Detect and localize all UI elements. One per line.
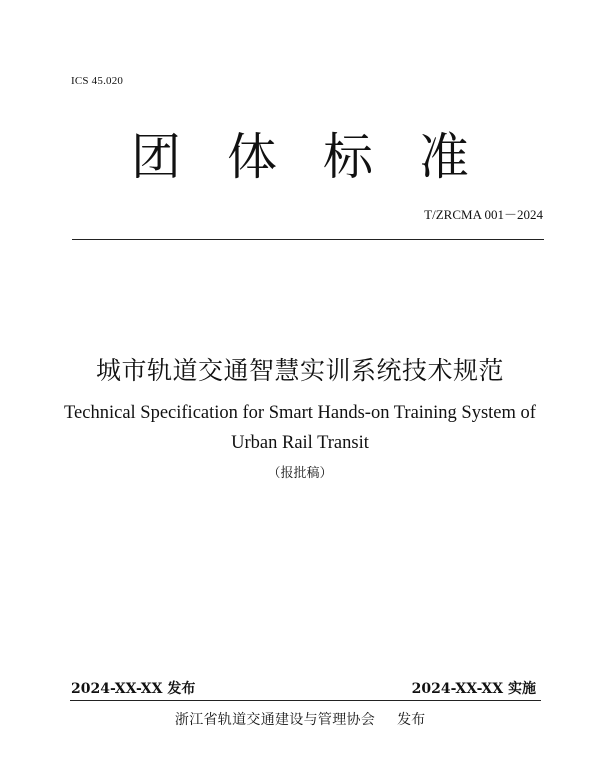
- publisher-organization: 浙江省轨道交通建设与管理协会: [174, 712, 376, 728]
- title-chinese: 城市轨道交通智慧实训系统技术规范: [95, 356, 504, 385]
- standard-number: T/ZRCMA 001－2024: [424, 207, 543, 222]
- draft-status: （报批稿）: [267, 466, 333, 481]
- header-divider: [72, 239, 544, 240]
- publisher-action: 发布: [397, 712, 426, 728]
- publisher-line: [0, 709, 600, 729]
- document-type-heading: 团体标准: [131, 128, 515, 186]
- issue-date: 2024-XX-XX 发布: [71, 681, 196, 697]
- footer-divider: [70, 700, 541, 701]
- title-english-line-1: Technical Specification for Smart Hands-on Training System of: [64, 403, 536, 423]
- ics-code: ICS 45.020: [71, 75, 124, 87]
- title-english: [60, 398, 540, 458]
- title-english-line-2: Urban Rail Transit: [231, 433, 369, 453]
- implementation-date: 2024-XX-XX 实施: [411, 681, 536, 697]
